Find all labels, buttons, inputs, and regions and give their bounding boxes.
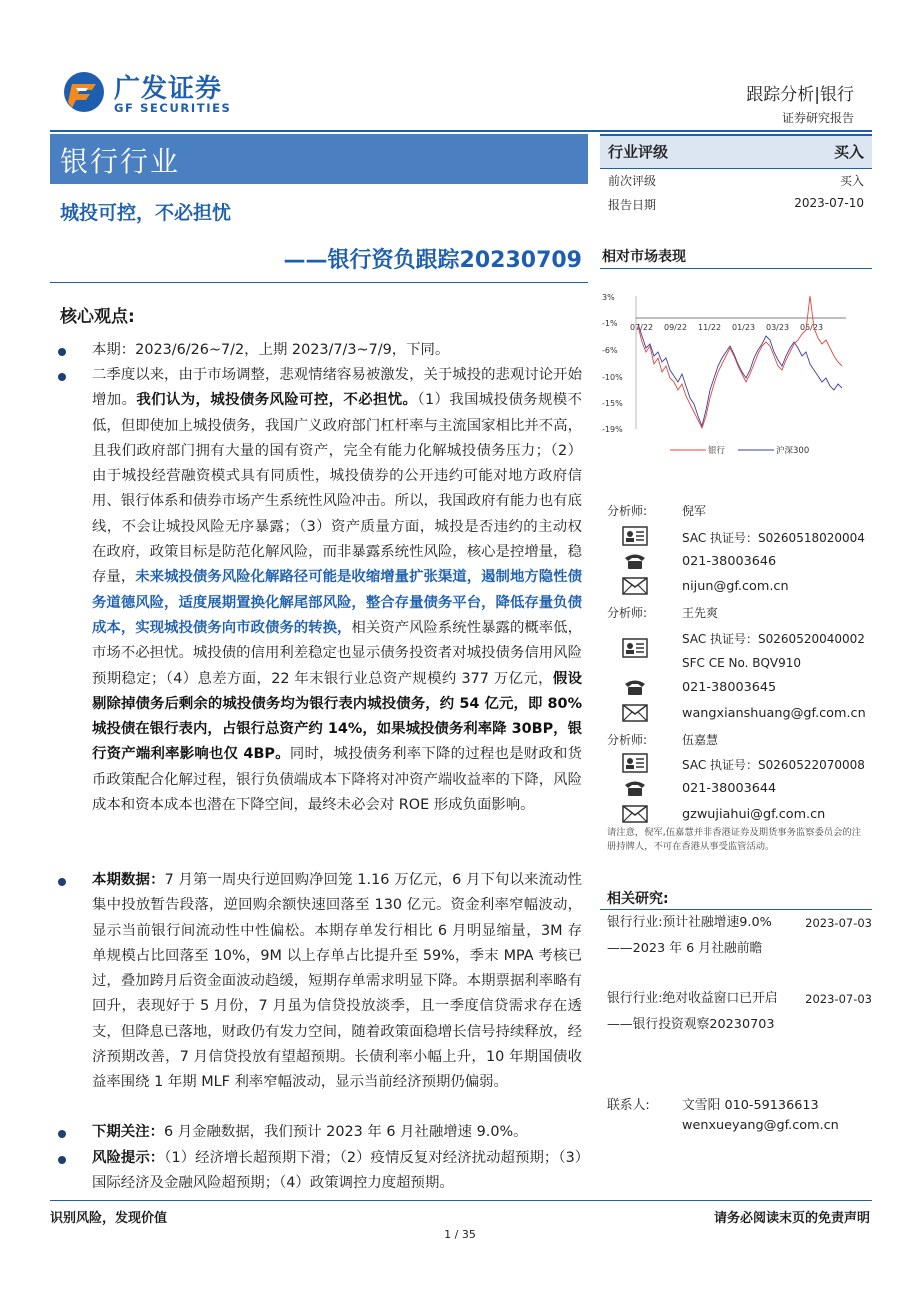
analyst-sfc: SFC CE No. BQV910 — [682, 656, 802, 670]
related-report-link[interactable]: 银行行业:预计社融增速9.0%——2023 年 6 月社融前瞻 — [607, 915, 772, 956]
rating-row — [600, 134, 872, 169]
logo-subtext: GF SECURITIES — [114, 101, 232, 115]
analyst-label: 分析师: — [607, 504, 648, 518]
x-tick-label: 11/22 — [698, 323, 722, 332]
x-tick-label: 01/23 — [732, 323, 756, 332]
prev-rating-value: 买入 — [839, 174, 864, 188]
core-paragraph-period: 本期：2023/6/26~7/2，上期 2023/7/3~7/9，下同。 — [92, 342, 450, 358]
logo-text: 广发证券 — [114, 74, 223, 104]
footer-divider — [50, 1200, 872, 1201]
analyst-name: 倪军 — [682, 504, 707, 518]
related-research-heading: 相关研究: — [607, 891, 669, 907]
y-tick-label: -1% — [602, 319, 618, 328]
core-heading: 核心观点: — [60, 307, 135, 327]
page-number: 1 / 35 — [444, 1228, 476, 1241]
market-heading-divider — [600, 268, 872, 269]
x-tick-label: 09/22 — [664, 323, 688, 332]
title-divider — [50, 282, 588, 283]
report-date-label: 报告日期 — [608, 198, 657, 212]
analyst-email[interactable]: wangxianshuang@gf.com.cn — [682, 706, 866, 721]
license-note: 请注意，倪军,伍嘉慧并非香港证券及期货事务监察委员会的注册持牌人，不可在香港从事受监管活动。 — [607, 827, 861, 852]
bullet-icon — [58, 348, 66, 356]
id-card-icon — [622, 526, 648, 546]
id-card-icon — [622, 638, 648, 658]
analyst-sac: SAC 执证号：S0260518020004 — [682, 531, 865, 545]
industry-title: 银行行业 — [60, 145, 181, 178]
bullet-icon — [58, 373, 66, 381]
phone-icon — [622, 677, 648, 697]
report-subtype: 证券研究报告 — [781, 111, 854, 125]
analyst-phone: 021-38003646 — [682, 554, 777, 569]
analyst-phone: 021-38003645 — [682, 680, 777, 695]
id-card-icon — [622, 753, 648, 773]
bullet-icon — [58, 878, 66, 886]
analyst-phone: 021-38003644 — [682, 781, 777, 796]
bullet-icon — [58, 1156, 66, 1164]
y-tick-label: -6% — [602, 346, 618, 355]
core-paragraph-risk: 风险提示：（1）经济增长超预期下滑；（2）疫情反复对经济扰动超预期；（3）国际经济及金融风险超预期；（4）政策调控力度超预期。 — [92, 1150, 582, 1192]
phone-icon — [622, 778, 648, 798]
footer-slogan: 识别风险，发现价值 — [50, 1211, 168, 1226]
x-axis — [630, 323, 823, 332]
mail-icon — [622, 576, 648, 596]
report-date-row — [600, 192, 872, 216]
contact-label: 联系人: — [607, 1098, 650, 1113]
y-tick-label: 3% — [602, 293, 615, 302]
legend-label-bank: 银行 — [708, 446, 726, 456]
y-tick-label: -19% — [602, 425, 623, 434]
analyst-email[interactable]: nijun@gf.com.cn — [682, 579, 789, 594]
bullet-icon — [58, 1130, 66, 1138]
mail-icon — [622, 703, 648, 723]
x-tick-label: 07/22 — [630, 323, 654, 332]
related-report-date: 2023-07-03 — [805, 916, 872, 930]
contact-name-phone: 文雪阳 010-59136613 — [682, 1098, 819, 1113]
analyst-sac: SAC 执证号：S0260522070008 — [682, 758, 865, 772]
rating-value: 买入 — [833, 143, 864, 161]
y-tick-label: -15% — [602, 399, 623, 408]
page-title: 城投可控，不必担忧 — [60, 202, 232, 224]
relative-performance-chart — [600, 286, 870, 466]
rating-label: 行业评级 — [608, 143, 669, 161]
analyst-email[interactable]: gzwujiahui@gf.com.cn — [682, 807, 826, 822]
analyst-label: 分析师: — [607, 606, 648, 620]
analyst-name: 王先爽 — [682, 606, 719, 620]
footer-disclaimer: 请务必阅读末页的免责声明 — [713, 1211, 870, 1226]
core-paragraph-next: 下期关注：6 月金融数据，我们预计 2023 年 6 月社融增速 9.0%。 — [92, 1124, 528, 1140]
logo-icon — [62, 70, 106, 114]
header-divider — [50, 130, 872, 132]
market-performance-heading: 相对市场表现 — [602, 249, 686, 265]
core-paragraph-data: 本期数据：7 月第一周央行逆回购净回笼 1.16 万亿元，6 月下旬以来流动性集中投放暂告段落，逆回购余额快速回落至 130 亿元。资金利率窄幅波动，显示当前银行间流动性中性偏松。本期存单发行相比 6 月明显缩量，3M 存单规模占比回落至 10%，9M 以上存单占比提升至 59%，季末 MPA 考核已过，叠加跨月后资金面波动趋缓，短期存单需求明显下降。本期票据利率略有回升，表现好于 5 月份，7 月虽为信贷投放淡季，且一季度信贷需求存在透支，但降息已落地，财政仍有发力空间，随着政策面稳增长信号持续释放，经济预期改善，7 月信贷投放有望超预期。长债利率小幅上升，10 年期国债收益率围绕 1 年期 MLF 利率窄幅波动，显示当前经济预期仍偏弱。 — [92, 872, 582, 1091]
related-report-date: 2023-07-03 — [805, 992, 872, 1006]
core-paragraph-analysis: 二季度以来，由于市场调整，悲观情绪容易被激发，关于城投的悲观讨论开始增加。我们认为，城投债务风险可控，不必担忧。（1）我国城投债务规模不低，但即使加上城投债务，我国广义政府部门杠杆率与主流国家相比并不高，且我们政府部门拥有大量的国有资产，完全有能力化解城投债务压力；（2）由于城投经营融资模式具有同质性，城投债券的公开违约可能对地方政府信用、银行体系和债券市场产生系统性风险冲击。所以，我国政府有能力也有底线，不会让城投风险无序暴露；（3）资产质量方面，城投是否违约的主动权在政府，政策目标是防范化解风险，而非暴露系统性风险，核心是控增量，稳存量，未来城投债务风险化解路径可能是收缩增量扩张渠道，遏制地方隐性债务道德风险，适度展期置换化解尾部风险，整合存量债务平台，降低存量负债成本，实现城投债务向市政债务的转换，相关资产风险系统性暴露的概率低，市场不必担忧。城投债的信用利差稳定也显示债务投资者对城投债务信用风险预期稳定；（4）息差方面，22 年末银行业总资产规模约 377 万亿元，假设剔除掉债务后剩余的城投债务均为银行表内城投债务，约 54 亿元，即 80%城投债在银行表内，占银行总资产约 14%，如果城投债务利率降 30BP，银行资产端利率影响也仅 4BP。同时，城投债务利率下降的过程也是财政和货币政策配合化解过程，银行负债端成本下降将对冲资产端收益率的下降，风险成本和资本成本也潜在下降空间，最终未必会对 ROE 形成负面影响。 — [92, 367, 582, 814]
y-tick-label: -10% — [602, 373, 623, 382]
report-date-value: 2023-07-10 — [794, 196, 864, 210]
analyst-name: 伍嘉慧 — [682, 733, 719, 747]
report-type: 跟踪分析|银行 — [746, 85, 854, 105]
x-tick-label: 05/23 — [800, 323, 824, 332]
series-line-bank — [638, 296, 842, 428]
contact-email[interactable]: wenxueyang@gf.com.cn — [682, 1118, 839, 1133]
legend-label-index: 沪深300 — [776, 446, 810, 456]
prev-rating-label: 前次评级 — [608, 174, 657, 188]
page-subtitle: ——银行资负跟踪20230709 — [283, 248, 582, 273]
mail-icon — [622, 804, 648, 824]
analyst-label: 分析师: — [607, 733, 648, 747]
y-axis — [602, 293, 623, 434]
x-tick-label: 03/23 — [766, 323, 790, 332]
prev-rating-row — [600, 168, 872, 192]
related-report-link[interactable]: 银行行业:绝对收益窗口已开启——银行投资观察20230703 — [607, 991, 778, 1032]
phone-icon — [622, 551, 648, 571]
analyst-sac: SAC 执证号：S0260520040002 — [682, 632, 865, 646]
